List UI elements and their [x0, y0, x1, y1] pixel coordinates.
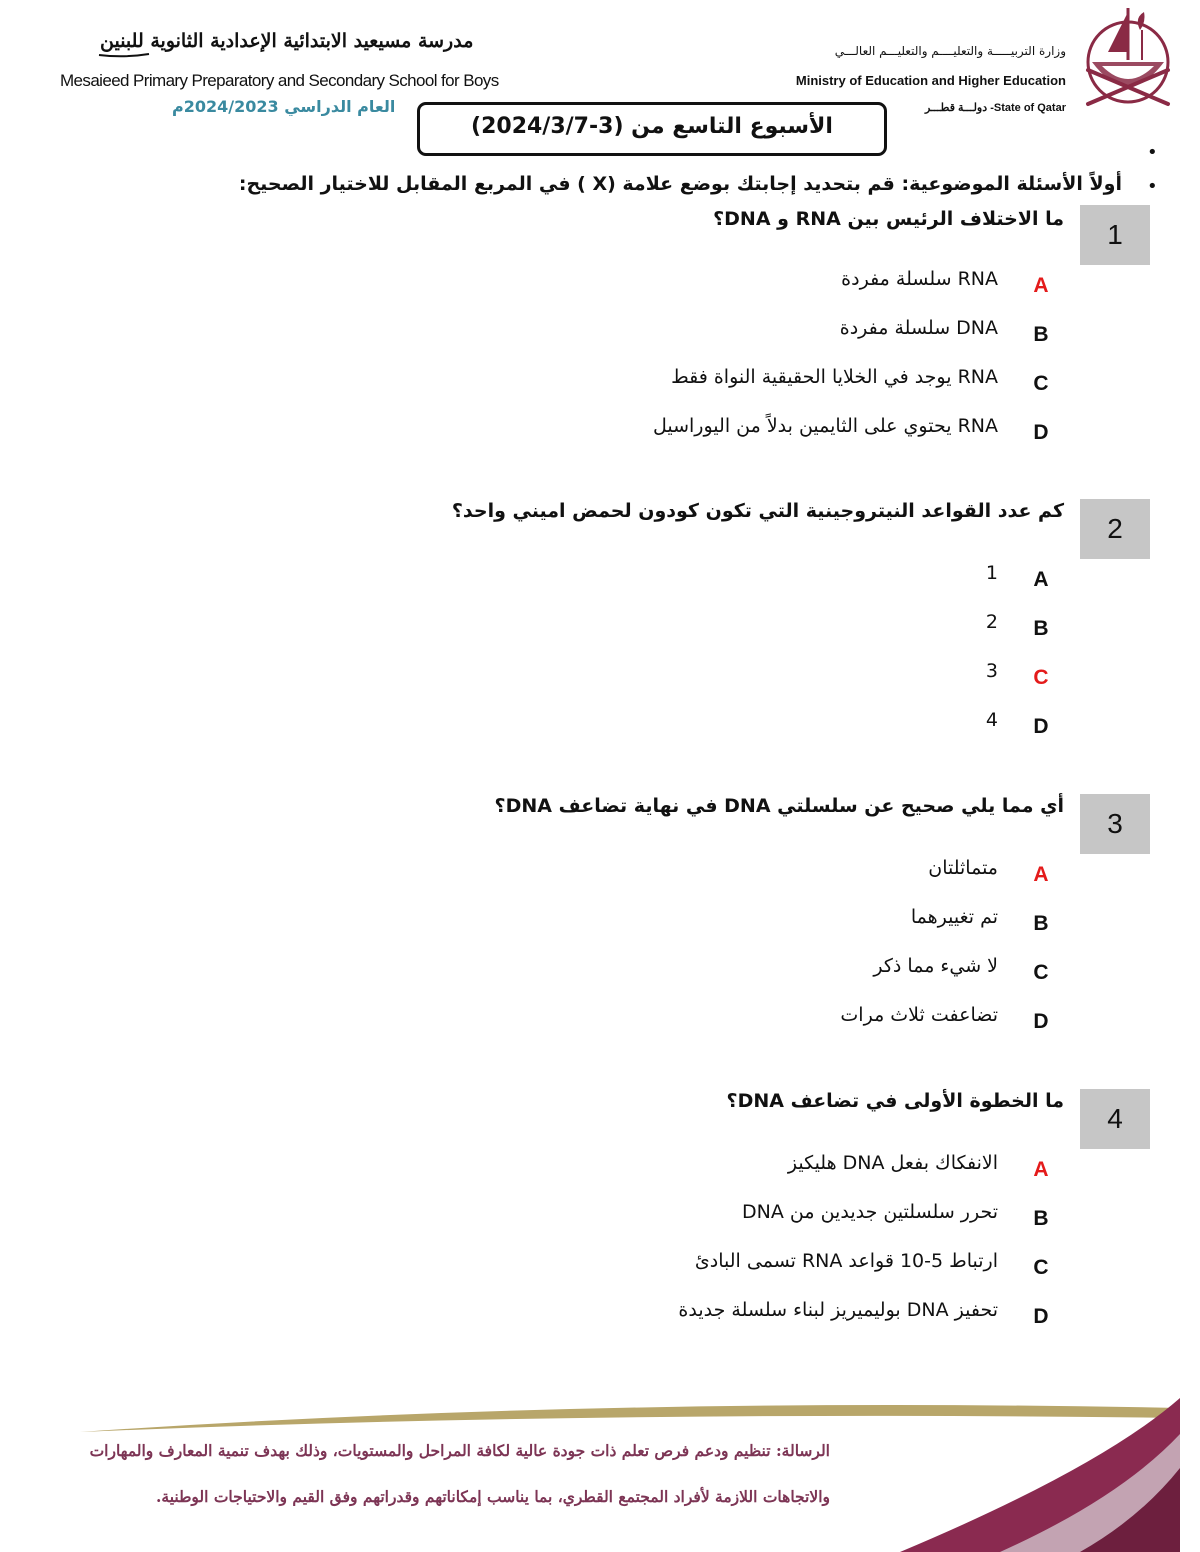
footer-mission-line-1: الرسالة: تنظيم ودعم فرص تعلم ذات جودة عالية لكافة المراحل والمستويات، وذلك بهدف تنمية المعارف والمهارات: [89, 1441, 830, 1460]
school-name-swash-decoration: [98, 52, 150, 58]
week-title: الأسبوع التاسع من (3-2024/3/7): [471, 114, 833, 139]
option-text: متماثلتان: [928, 857, 998, 879]
ministry-name-arabic: وزارة التربيـــــة والتعليــــم والتعليـــم العالـــي: [834, 44, 1066, 58]
option-letter-correct[interactable]: A: [1033, 863, 1049, 886]
option-text: RNA يوجد في الخلايا الحقيقية النواة فقط: [671, 366, 998, 388]
option-text: تم تغييرهما: [910, 906, 998, 928]
option-text: الانفكاك بفعل DNA هليكيز: [787, 1152, 998, 1174]
option-letter[interactable]: B: [1033, 912, 1049, 935]
option-text: تحفيز DNA بوليميريز لبناء سلسلة جديدة: [678, 1299, 998, 1321]
question-text: كم عدد القواعد النيتروجينية التي تكون كودون لحمض اميني واحد؟: [451, 500, 1064, 522]
school-name-arabic: مدرسة مسيعيد الابتدائية الإعدادية الثانوية للبنين: [100, 30, 474, 52]
qatar-emblem-icon: [1082, 0, 1174, 118]
option-letter[interactable]: D: [1033, 1010, 1049, 1033]
option-letter[interactable]: B: [1033, 323, 1049, 346]
option-letter[interactable]: D: [1033, 715, 1049, 738]
option-text: 3: [985, 660, 998, 682]
option-text: 1: [985, 562, 998, 584]
ministry-name-english: Ministry of Education and Higher Education: [795, 73, 1066, 88]
option-text: 4: [985, 709, 998, 731]
option-letter[interactable]: C: [1033, 372, 1049, 395]
bullet-point: •: [1147, 142, 1158, 163]
academic-year: العام الدراسي 2024/2023م: [172, 97, 396, 116]
option-text: 2: [985, 611, 998, 633]
option-letter-correct[interactable]: C: [1033, 666, 1049, 689]
instructions: أولاً الأسئلة الموضوعية: قم بتحديد إجابتك بوضع علامة (X ) في المربع المقابل للاختيار الصحيح:: [238, 173, 1122, 195]
footer-mission-line-2: والاتجاهات اللازمة لأفراد المجتمع القطري، بما يناسب إمكاناتهم وقدراتهم وفق القيم والاحتياجات الوطنية.: [156, 1487, 830, 1506]
question-number-box: 3: [1080, 794, 1150, 854]
question-text: ما الخطوة الأولى في تضاعف DNA؟: [726, 1090, 1064, 1112]
option-letter[interactable]: D: [1033, 421, 1049, 444]
option-letter-correct[interactable]: A: [1033, 1158, 1049, 1181]
option-letter[interactable]: C: [1033, 1256, 1049, 1279]
option-text: DNA سلسلة مفردة: [839, 317, 998, 339]
footer-wave-decoration: [0, 1388, 1200, 1552]
option-text: تضاعفت ثلاث مرات: [840, 1004, 998, 1026]
option-text: لا شيء مما ذكر: [873, 955, 998, 977]
question-text: ما الاختلاف الرئيس بين RNA و DNA؟: [713, 208, 1064, 230]
option-letter[interactable]: A: [1033, 568, 1049, 591]
option-text: RNA يحتوي على الثايمين بدلاً من اليوراسيل: [652, 415, 998, 437]
option-letter[interactable]: B: [1033, 617, 1049, 640]
option-letter-correct[interactable]: A: [1033, 274, 1049, 297]
option-text: تحرر سلسلتين جديدين من DNA: [742, 1201, 998, 1223]
school-name-english: Mesaieed Primary Preparatory and Secondary School for Boys: [60, 71, 499, 90]
option-letter[interactable]: C: [1033, 961, 1049, 984]
option-text: RNA سلسلة مفردة: [841, 268, 998, 290]
question-number-box: 4: [1080, 1089, 1150, 1149]
bullet-point: •: [1147, 176, 1158, 197]
question-text: أي مما يلي صحيح عن سلسلتي DNA في نهاية تضاعف DNA؟: [494, 795, 1064, 817]
question-number-box: 2: [1080, 499, 1150, 559]
state-of-qatar: State of Qatar- دولـــة قطـــر: [924, 102, 1066, 114]
option-letter[interactable]: D: [1033, 1305, 1049, 1328]
option-text: ارتباط 5-10 قواعد RNA تسمى البادئ: [694, 1250, 998, 1272]
question-number-box: 1: [1080, 205, 1150, 265]
option-letter[interactable]: B: [1033, 1207, 1049, 1230]
